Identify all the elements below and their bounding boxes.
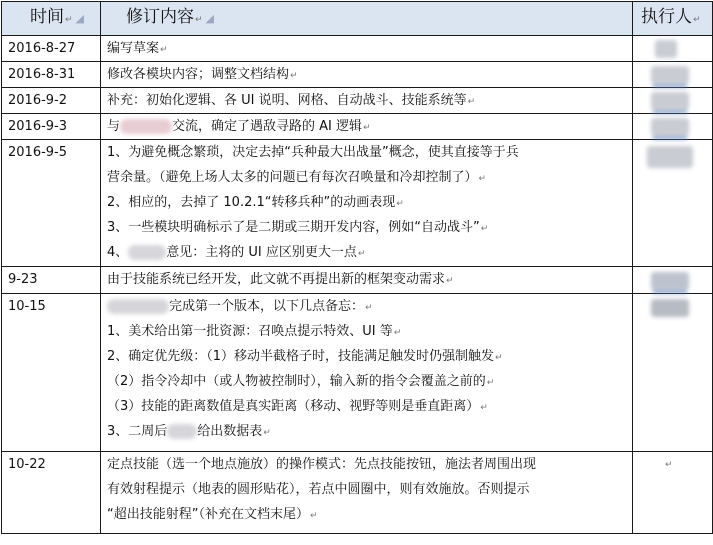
row-date: 10-22	[2, 452, 101, 534]
row-content: 修改各模块内容；调整文档结构↵	[101, 62, 633, 88]
row-owner	[633, 88, 713, 114]
header-row	[2, 2, 713, 36]
table-row	[2, 294, 713, 452]
redacted-name	[651, 66, 689, 84]
row-owner	[633, 62, 713, 88]
header-time: 时间↵ ◢	[2, 2, 101, 36]
row-content: 补充：初始化逻辑、各 UI 说明、网格、自动战斗、技能系统等↵	[101, 88, 633, 114]
table-row	[2, 452, 713, 534]
row-content: 定点技能（选一个地点施放）的操作模式：先点技能按钮，施法者周围出现 有效射程提示（地表的圆形贴花），若点中圆圈中，则有效施放。否则提示 “超出技能射程”（补充在文档末尾）↵	[101, 452, 633, 534]
row-owner: ↵	[633, 452, 713, 534]
redacted-name	[651, 118, 689, 136]
table-row	[2, 36, 713, 62]
redacted-name	[167, 424, 197, 439]
row-owner	[633, 267, 713, 294]
table-row	[2, 88, 713, 114]
redacted-name	[651, 272, 689, 290]
table-row	[2, 267, 713, 294]
row-content: 与 交流，确定了遇敌寻路的 AI 逻辑↵	[101, 114, 633, 140]
row-content: 编写草案↵	[101, 36, 633, 62]
row-content: 完成第一个版本，以下几点备忘：↵ 1、美术给出第一批资源：召唤点提示特效、UI 等↵ 2、确定优先级：（1）移动半截格子时，技能满足触发时仍强制触发↵ （2）指令冷却中（或人物被控制时），输入新的指令会覆盖之前的↵ （3）技能的距离数值是真实距离（移动、视野等则是垂直距离）↵ 3、二周后 给出数据表↵	[101, 294, 633, 452]
row-content: 1、为避免概念繁琐，决定去掉“兵种最大出战量”概念，使其直接等于兵 营余量。（避免上场人太多的问题已有每次召唤量和冷却控制了）↵ 2、相应的，去掉了 10.2.1“转移兵种”的动画表现↵ 3、一些模块明确标示了是二期或三期开发内容，例如“自动战斗”↵ 4、 意见：主将的 UI 应区别更大一点↵	[101, 140, 633, 267]
row-date: 2016-9-5	[2, 140, 101, 267]
redacted-name	[651, 92, 689, 110]
redacted-name	[651, 299, 689, 317]
table-row	[2, 62, 713, 88]
row-owner	[633, 140, 713, 267]
table-row	[2, 140, 713, 267]
row-date: 2016-9-3	[2, 114, 101, 140]
row-owner	[633, 294, 713, 452]
row-date: 2016-8-27	[2, 36, 101, 62]
table-row	[2, 114, 713, 140]
row-owner	[633, 36, 713, 62]
header-owner: 执行人↵	[633, 2, 713, 36]
row-date: 9-23	[2, 267, 101, 294]
redacted-name	[647, 146, 693, 168]
header-content: 修订内容↵ ◢	[101, 2, 633, 36]
row-date: 10-15	[2, 294, 101, 452]
redacted-name	[655, 40, 677, 58]
row-owner	[633, 114, 713, 140]
redacted-name	[120, 119, 172, 134]
redacted-name	[107, 299, 169, 314]
row-date: 2016-8-31	[2, 62, 101, 88]
revision-table	[1, 1, 713, 534]
row-date: 2016-9-2	[2, 88, 101, 114]
redacted-name	[128, 245, 166, 260]
row-content: 由于技能系统已经开发，此文就不再提出新的框架变动需求↵	[101, 267, 633, 294]
